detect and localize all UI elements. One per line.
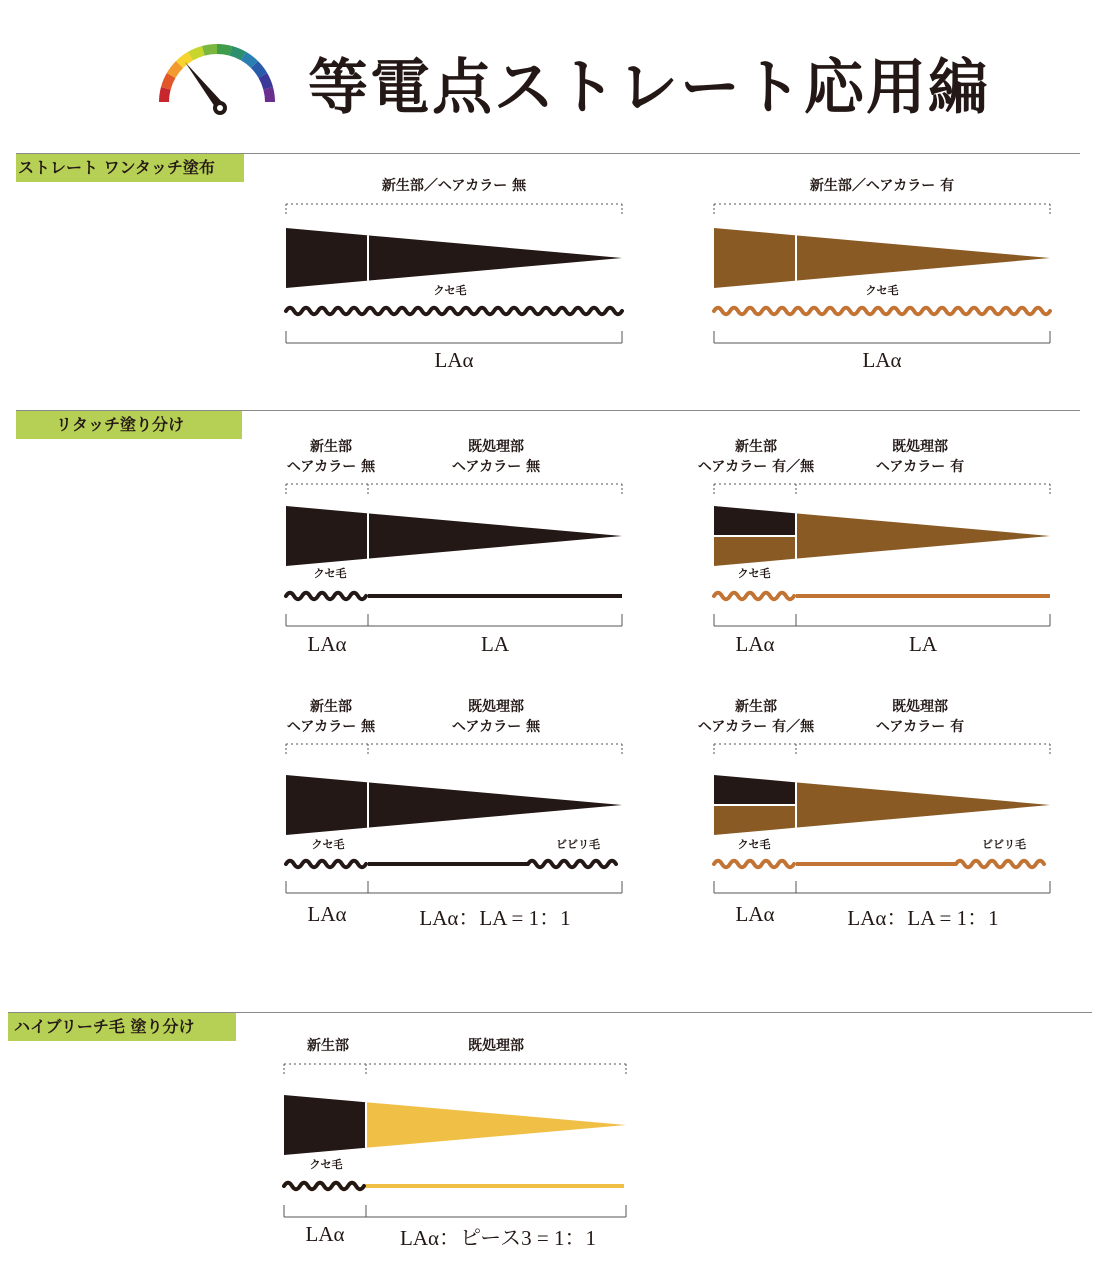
frizzy-hair-tip xyxy=(956,861,1044,867)
root-formula: LAα xyxy=(307,902,347,926)
gauge-hub-center xyxy=(217,105,223,111)
mid-formula: LA xyxy=(481,632,509,656)
hair-root-upper xyxy=(714,775,796,805)
mid-header-title: 既処理部 xyxy=(468,1038,524,1054)
hair-mid-segment xyxy=(796,235,1050,280)
hair-root-lower xyxy=(714,536,796,566)
hair-mid-segment xyxy=(796,782,1050,827)
curly-hair-root xyxy=(286,593,366,599)
frizzy-hair-tip xyxy=(528,861,616,867)
gauge-needle xyxy=(185,62,222,107)
mid-header-sub: ヘアカラー 有 xyxy=(875,719,965,735)
root-header-sub: ヘアカラー 有／無 xyxy=(697,459,815,475)
root-header-sub: ヘアカラー 無 xyxy=(286,719,376,735)
root-formula: LAα xyxy=(735,632,775,656)
mid-header-sub: ヘアカラー 無 xyxy=(451,719,541,735)
root-header-title: 新生部 xyxy=(310,699,352,715)
root-header-title: 新生部 xyxy=(310,439,352,455)
mid-header-title: 既処理部 xyxy=(468,699,524,715)
root-formula: LAα xyxy=(307,632,347,656)
root-header-title: 新生部 xyxy=(735,699,777,715)
wave-label: クセ毛 xyxy=(737,567,771,580)
mid-formula: LAα：LA = 1：1 xyxy=(419,906,571,930)
curly-hair-root xyxy=(714,861,794,867)
mid-header-title: 既処理部 xyxy=(468,439,524,455)
root-header-title: 新生部 xyxy=(307,1038,349,1054)
root-header-sub: ヘアカラー 無 xyxy=(286,459,376,475)
gauge-segment xyxy=(217,44,232,56)
hair-mid-segment xyxy=(368,513,622,558)
curly-hair-root xyxy=(714,593,794,599)
formula-label: LAα xyxy=(862,348,902,372)
diagram-header: 新生部／ヘアカラー 有 xyxy=(809,178,955,194)
mid-header-sub: ヘアカラー 無 xyxy=(451,459,541,475)
section-label-highbleach: ハイブリーチ毛 塗り分け xyxy=(8,1013,236,1041)
curly-hair-line xyxy=(286,308,622,314)
tip-wave-label: ビビリ毛 xyxy=(982,838,1026,851)
mid-header-title: 既処理部 xyxy=(892,699,948,715)
gauge-segment xyxy=(159,87,171,102)
hair-root-segment xyxy=(714,228,796,288)
hair-root-segment xyxy=(286,228,368,288)
formula-label: LAα xyxy=(434,348,474,372)
mid-header-title: 既処理部 xyxy=(892,439,948,455)
mid-formula: LA xyxy=(909,632,937,656)
wave-label: クセ毛 xyxy=(311,838,345,851)
hair-mid-segment xyxy=(368,782,622,827)
gauge-segment xyxy=(202,44,217,56)
wave-label: クセ毛 xyxy=(737,838,771,851)
curly-hair-line xyxy=(714,308,1050,314)
gauge-segment xyxy=(263,87,275,102)
hair-root-segment xyxy=(286,775,368,835)
root-header-sub: ヘアカラー 有／無 xyxy=(697,719,815,735)
section-label-straight: ストレート ワンタッチ塗布 xyxy=(16,154,244,182)
wave-label: クセ毛 xyxy=(433,284,467,297)
hair-root-upper xyxy=(714,506,796,536)
gauge-icon xyxy=(155,40,280,125)
hair-root-segment xyxy=(286,506,368,566)
hair-root-lower xyxy=(714,805,796,835)
mid-formula: LAα：LA = 1：1 xyxy=(847,906,999,930)
tip-wave-label: ビビリ毛 xyxy=(556,838,600,851)
page-title: 等電点ストレート応用編 xyxy=(308,53,990,123)
wave-label: クセ毛 xyxy=(313,567,347,580)
section-label-retouch: リタッチ塗り分け xyxy=(16,411,242,439)
curly-hair-root xyxy=(286,861,366,867)
mid-formula: LAα：ピース3 = 1：1 xyxy=(400,1226,596,1250)
hair-mid-segment xyxy=(796,513,1050,558)
diagram-header: 新生部／ヘアカラー 無 xyxy=(381,178,527,194)
hair-mid-segment xyxy=(368,235,622,280)
hair-root-segment xyxy=(284,1095,366,1155)
wave-label: クセ毛 xyxy=(309,1158,343,1171)
root-formula: LAα xyxy=(735,902,775,926)
wave-label: クセ毛 xyxy=(865,284,899,297)
mid-header-sub: ヘアカラー 有 xyxy=(875,459,965,475)
curly-hair-root xyxy=(284,1183,364,1189)
root-formula: LAα xyxy=(305,1222,345,1246)
root-header-title: 新生部 xyxy=(735,439,777,455)
hair-mid-segment xyxy=(366,1102,626,1148)
